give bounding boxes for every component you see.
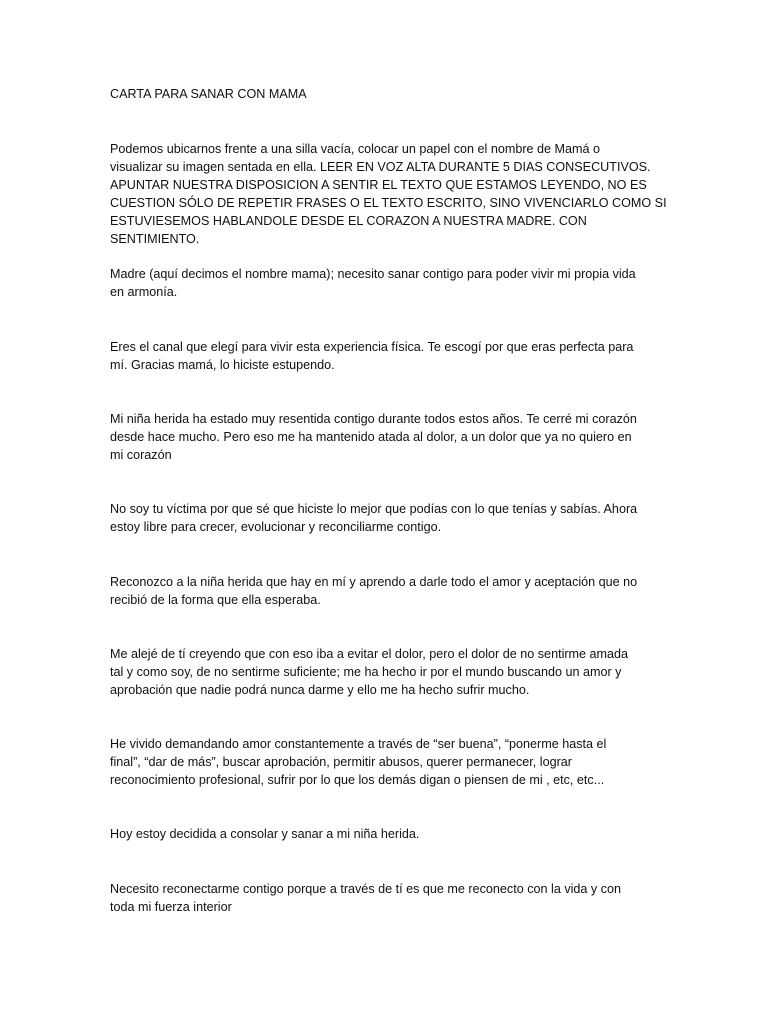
paragraph-eres-el-canal: Eres el canal que elegí para vivir esta experiencia física. Te escogí por que eras perfecta para mí. Gracias mamá, lo hiciste estupendo.: [110, 340, 634, 372]
paragraph-no-soy-tu-victima: No soy tu víctima por que sé que hiciste lo mejor que podías con lo que tenías y sabías. Ahora estoy libre para crecer, evolucionar y reconciliarme contigo.: [110, 502, 638, 534]
paragraph-me-aleje: Me alejé de tí creyendo que con eso iba a evitar el dolor, pero el dolor de no sentirme amada tal y como soy, de no sentirme suficiente; me ha hecho ir por el mundo buscando un amor y aprobación que nadie podrá nunca darme y ello me ha hecho sufrir mucho.: [110, 647, 629, 697]
paragraph-necesito-reconectarme: Necesito reconectarme contigo porque a través de tí es que me reconecto con la vida y con toda mi fuerza interior: [110, 882, 622, 914]
paragraph-madre: Madre (aquí decimos el nombre mama); necesito sanar contigo para poder vivir mi propia vida en armonía.: [110, 267, 636, 299]
paragraph-instructions: Podemos ubicarnos frente a una silla vacía, colocar un papel con el nombre de Mamá o visualizar su imagen sentada en ella. LEER EN VOZ ALTA DURANTE 5 DIAS CONSECUTIVOS. APUNTAR NUESTRA DISPOSICION A SENTIR EL TEXTO QUE ESTAMOS LEYENDO, NO ES CUESTION SÓLO DE REPETIR FRASES O EL TEXTO ESCRITO, SINO VIVENCIARLO COMO SI ESTUVIESEMOS HABLANDOLE DESDE EL CORAZON A NUESTRA MADRE. CON SENTIMIENTO.: [110, 142, 667, 246]
paragraph-hoy-estoy: Hoy estoy decidida a consolar y sanar a mi niña herida.: [110, 827, 420, 841]
paragraph-nina-herida: Mi niña herida ha estado muy resentida contigo durante todos estos años. Te cerré mi corazón desde hace mucho. Pero eso me ha mantenido atada al dolor, a un dolor que ya no quiero en mi corazón: [110, 412, 637, 462]
paragraph-reconozco: Reconozco a la niña herida que hay en mí y aprendo a darle todo el amor y aceptación que no recibió de la forma que ella esperaba.: [110, 575, 638, 607]
paragraph-he-vivido: He vivido demandando amor constantemente a través de “ser buena”, “ponerme hasta el final”, “dar de más”, buscar aprobación, permitir abusos, querer permanecer, lograr reconocimiento profesional, sufrir por lo que los demás digan o piensen de mi , etc, etc...: [110, 737, 607, 787]
document-title: CARTA PARA SANAR CON MAMA: [110, 87, 307, 101]
